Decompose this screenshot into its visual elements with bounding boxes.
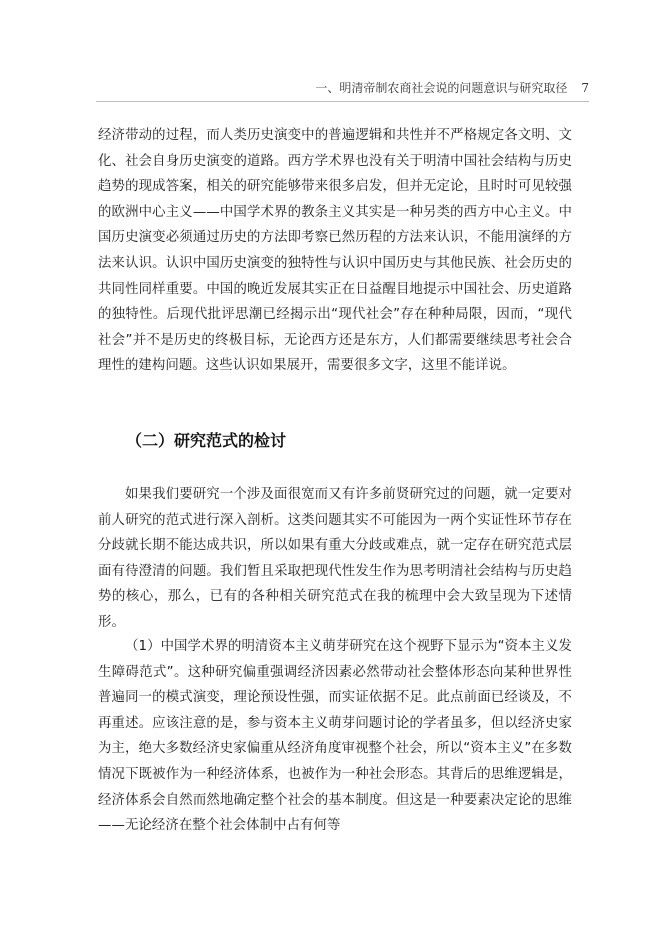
page-number: 7 xyxy=(581,81,589,95)
paragraph-2: 如果我们要研究一个涉及面很宽而又有许多前贤研究过的问题，就一定要对前人研究的范式进行深入剖析。这类问题其实不可能因为一两个实证性环节存在分歧就长期不能达成共识，所以如果有重大分歧或难点，就一定存在研究范式层面有待澄清的问题。我们暂且采取把现代性发生作为思考明清社会结构与历史趋势的核心，那么，已有的各种相关研究范式在我的梳理中会大致呈现为下述情形。 xyxy=(98,487,572,630)
header-rule xyxy=(96,101,589,102)
section-heading: （二）研究范式的检讨 xyxy=(126,431,287,450)
running-header xyxy=(315,79,589,96)
paragraph-1: 经济带动的过程，而人类历史演变中的普遍逻辑和共性并不严格规定各文明、文化、社会自身历史演变的道路。西方学术界也没有关于明清中国社会结构与历史趋势的现成答案，相关的研究能够带来很多启发，但并无定论，且时时可见较强的欧洲中心主义——中国学术界的教条主义其实是一种另类的西方中心主义。中国历史演变必须通过历史的方法即考察已然历程的方法来认识，不能用演绎的方法来认识。认识中国历史演变的独特性与认识中国历史与其他民族、社会历史的共同性同样重要。中国的晚近发展其实正在日益醒目地提示中国社会、历史道路的独特性。后现代批评思潮已经揭示出“现代社会”存在种种局限，因而，“现代社会”并不是历史的终极目标，无论西方还是东方，人们都需要继续思考社会合理性的建构问题。这些认识如果展开，需要很多文字，这里不能详说。 xyxy=(98,128,572,374)
chapter-title: 一、明清帝制农商社会说的问题意识与研究取径 xyxy=(315,81,568,95)
paragraph-3: （1）中国学术界的明清资本主义萌芽研究在这个视野下显示为“资本主义发生障碍范式”。这种研究偏重强调经济因素必然带动社会整体形态向某种世界性普遍同一的模式演变，理论预设性强，而实证依据不足。此点前面已经谈及，不再重述。应该注意的是，参与资本主义萌芽问题讨论的学者虽多，但以经济史家为主，绝大多数经济史家偏重从经济角度审视整个社会，所以“资本主义”在多数情况下既被作为一种经济体系，也被作为一种社会形态。其背后的思维逻辑是，经济体系会自然而然地确定整个社会的基本制度。但这是一种要素决定论的思维——无论经济在整个社会体制中占有何等 xyxy=(98,639,572,834)
